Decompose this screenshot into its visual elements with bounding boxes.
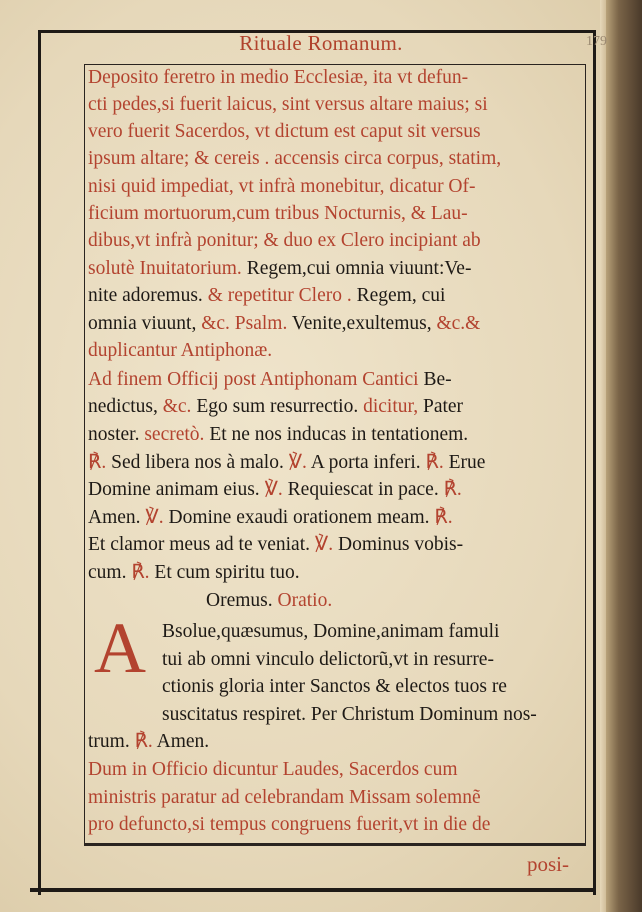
text-line <box>206 589 642 613</box>
text-line <box>88 229 583 253</box>
text-line <box>162 703 582 727</box>
text-run: cum. <box>88 562 127 583</box>
text-run: ℟. <box>129 731 153 752</box>
text-run: suscitatus respiret. Per Christum Dominum nos- <box>162 704 537 725</box>
text-run: Regem,cui omnia viuunt:Ve- <box>241 258 472 279</box>
text-run: Oremus. <box>206 590 273 611</box>
text-run: ctionis gloria inter Sanctos & electos tuos re <box>162 676 507 697</box>
book-spine <box>606 0 642 912</box>
text-run: nisi quid impediat, vt infrà monebitur, dicatur Of- <box>88 176 476 197</box>
text-line <box>88 284 583 308</box>
text-line <box>88 561 584 585</box>
text-run: nedictus, <box>88 396 163 417</box>
text-run: tui ab omni vinculo delictorũ,vt in resurre- <box>162 649 494 670</box>
text-run: Domine exaudi orationem meam. <box>163 507 430 528</box>
text-run: & repetitur Clero . <box>202 285 352 306</box>
text-run: Regem, cui <box>351 285 446 306</box>
text-run: Venite,exultemus, <box>287 313 432 334</box>
drop-cap: A <box>94 608 146 688</box>
text-run: Ego sum resurrectio. <box>191 396 359 417</box>
text-line <box>88 93 583 117</box>
text-run: Sed libera nos à malo. <box>106 452 284 473</box>
text-line <box>88 339 584 363</box>
catchword: posi- <box>527 852 569 876</box>
text-run: Requiescat in pace. <box>282 479 439 500</box>
text-line <box>88 758 584 782</box>
text-line <box>88 66 583 90</box>
text-line <box>88 368 584 392</box>
text-line <box>88 478 583 502</box>
text-line <box>88 423 583 447</box>
text-run: Domine animam eius. <box>88 479 260 500</box>
text-line <box>88 786 583 810</box>
text-run: Be- <box>418 369 452 390</box>
text-line <box>162 620 582 644</box>
text-run: Deposito feretro in medio Ecclesiæ, ita vt defun- <box>88 67 469 88</box>
text-line <box>88 395 583 419</box>
text-run: ministris paratur ad celebrandam Missam solemnẽ <box>88 787 481 808</box>
text-run: ficium mortuorum,cum tribus Nocturnis, & Lau- <box>88 203 468 224</box>
text-line <box>88 813 583 837</box>
text-run: ℣. <box>283 452 307 473</box>
text-line <box>88 175 583 199</box>
folio-number: 179 <box>586 34 607 49</box>
text-line <box>162 648 582 672</box>
text-line <box>88 451 583 475</box>
text-run: Et clamor meus ad te veniat. <box>88 534 311 555</box>
text-run: cti pedes,si fuerit laicus, sint versus altare maius; si <box>88 94 488 115</box>
text-run: ℟. <box>126 562 150 583</box>
text-line <box>88 533 583 557</box>
text-run: duplicantur Antiphonæ. <box>88 340 273 361</box>
text-line <box>88 506 583 530</box>
text-run: Bsolue,quæsumus, Domine,animam famuli <box>162 621 500 642</box>
text-run: ipsum altare; & cereis . accensis circa corpus, statim, <box>88 148 502 169</box>
text-line <box>88 730 584 754</box>
text-line <box>88 147 583 171</box>
text-run: Amen. <box>88 507 141 528</box>
text-run: ℟. <box>420 452 444 473</box>
text-run: Dum in Officio dicuntur Laudes, Sacerdos cum <box>88 759 458 780</box>
text-run: &c. Psalm. <box>196 313 288 334</box>
text-run: trum. <box>88 731 130 752</box>
text-line <box>88 120 583 144</box>
text-run: vero fuerit Sacerdos, vt dictum est caput sit versus <box>88 121 481 142</box>
text-run: pro defuncto,si tempus congruens fuerit,vt in die de <box>88 814 491 835</box>
text-run: Et ne nos inducas in tentationem. <box>204 424 469 445</box>
text-run: Erue <box>443 452 486 473</box>
text-run: ℟. <box>88 452 107 473</box>
text-run: ℟. <box>438 479 462 500</box>
text-run: ℣. <box>259 479 283 500</box>
outer-frame-bottom <box>30 888 596 892</box>
text-run: noster. <box>88 424 140 445</box>
text-run: A porta inferi. <box>306 452 421 473</box>
text-line <box>88 312 583 336</box>
text-run: solutè Inuitatorium. <box>88 258 242 279</box>
text-run: secretò. <box>139 424 205 445</box>
text-line <box>162 675 582 699</box>
running-title: Rituale Romanum. <box>239 31 403 55</box>
inner-frame-bottom <box>84 843 586 845</box>
text-run: &c. <box>162 396 192 417</box>
text-line <box>88 257 583 281</box>
text-run: Et cum spiritu tuo. <box>149 562 300 583</box>
text-run: ℣. <box>140 507 164 528</box>
text-line <box>88 202 583 226</box>
text-run: omnia viuunt, <box>88 313 197 334</box>
text-run: Oratio. <box>272 590 333 611</box>
text-run: Pater <box>418 396 464 417</box>
text-run: ℟. <box>429 507 453 528</box>
text-run: nite adoremus. <box>88 285 203 306</box>
text-run: Amen. <box>152 731 210 752</box>
text-run: ℣. <box>310 534 334 555</box>
text-run: Ad finem Officij post Antiphonam Cantici <box>88 369 419 390</box>
text-run: dicitur, <box>358 396 419 417</box>
text-run: &c.& <box>431 313 481 334</box>
text-run: Dominus vobis- <box>333 534 464 555</box>
text-run: dibus,vt infrà ponitur; & duo ex Clero incipiant ab <box>88 230 481 251</box>
